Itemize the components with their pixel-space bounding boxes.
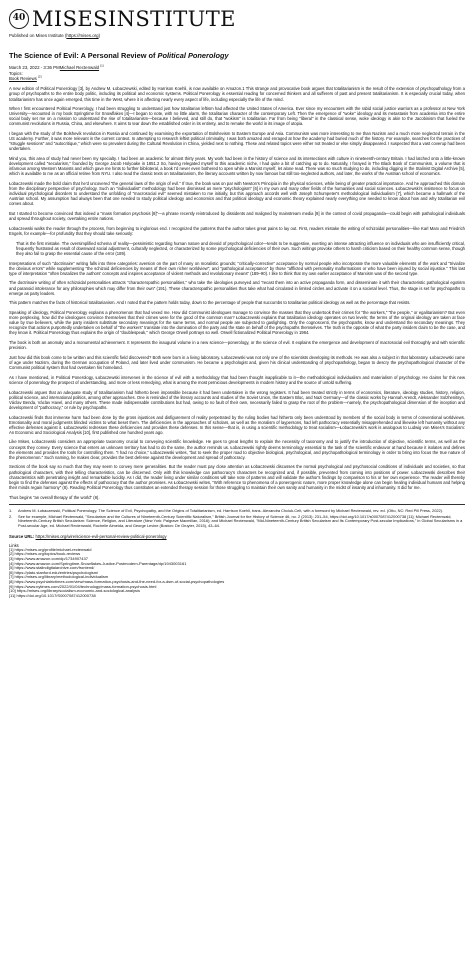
body-paragraph: The doctrinaire writing of often schizoidal personalities attracts "characteropathic personalities," who take the ideologies purveyed and "recast them into an active propaganda form, and disseminate it with their characteristic pathological egotism and paranoid intolerance for any philosophies which may differ from their own" (191). These characteropathic personalities thus take what had circulated in limited circles and activate it on a societal level. Thus, the stage is set for psychopaths to emerge as party leaders. xyxy=(9,280,465,296)
document-page xyxy=(9,0,465,598)
body-paragraph: This pattern matches the facts of historical totalitarianism. And I noted that the pattern holds today, down to the percentage of people that succumbs to totalitarian political ideology as well as the percentage that resists. xyxy=(9,300,411,306)
body-paragraph: A new edition of Political Ponerology [3], by Andrew M. Łobaczewski, edited by Harrison Koehli, is now available on Amazon.1 This strange and provocative book argues that totalitarianism is the result of the extension of psychopathology from a group of psychopaths to the entire body politic, including its political and economic systems. Political Ponerology is essential reading for concerned thinkers and all sufferers of past and present totalitarianism. It is especially crucial today, when totalitarianism has once again emerged, this time in the West, where it is affecting nearly every aspect of life, including especially the life of the mind. xyxy=(9,86,465,102)
published-suffix: ) xyxy=(98,33,101,38)
body-paragraph: I began with the study of the Bolshevik revolution in Russia and continued by examining the exportation of Bolshevism to Eastern Europe and Asia. Communism was more interesting to me than Nazism and a much more neglected terrain in the US academy. Further, it was more relevant in the current context. In attempting to research leftist political criminality, I was both amazed and enraged at how the academy had buried much of the history. For example, searches for the practices of "struggle sessions" and "autocritique," which were so prevalent during the Cultural Revolution in China, yielded next to nothing. These and related topics were either not treated or else simply disappeared. I suspected that a vast coverup had been undertaken. xyxy=(9,131,465,152)
topics-label: Topics: xyxy=(9,70,23,76)
topic-ref: [2] xyxy=(38,74,42,79)
body-paragraph: Łobaczewski made the bold claim that he'd uncovered "the general laws of the origin of evil." If true, the book was on par with Newton's Principia in the physical sciences, while being of greater practical importance. And he approached this domain from the disciplinary perspective of psychology. Such an "individualist" methodology had been dismissed as mere "psychologism" [6] in my own and many other fields of the humanities and social sciences. Łobaczewski's insistence to focus on individual psychological disorders to understand the unfolding of "macrosocial evil" seemed mistaken to me initially, but this approach accords well with Joseph Schumpeter's methodological individualism [7], which became a hallmark of the Austrian school. My assumption had always been that one needed to study political ideology and economics and that political ideology and economic theory explained nearly everything one needed to know about how and why totalitarian evil comes about. xyxy=(9,181,465,207)
author-ref: [1] xyxy=(100,63,104,68)
article-date: March 23, 2022 - 3:36 PM xyxy=(9,65,60,71)
body-paragraph: Like Mises, Łobaczewski considers an appropriate taxonomy crucial to conveying scientific knowledge. He goes to great lengths to explain the necessity of taxonomy and to justify the introduction of objective, scientific terms, as well as the concepts they convey. Every science that enters an unknown territory has had to do the same, the author reminds us. Łobaczewski rightly deems terminology essential to the task of the scientific endeavor at hand because it isolates and defines the elements and provides the tools for controlling them. "I had no choice," Łobaczewski writes, "but to seek the proper road to objective biological, psychological, and psychopathological terminology in order to bring into focus the true nature of the phenomenon." Such naming, he makes clear, provides the best defense against the development and spread of pathocracy. xyxy=(9,439,465,460)
footnote-text: See for example, Michael Rectenwald, "Secularism and the Cultures of Nineteenth-Century Scientific Naturalism," British Journal for the History of Science 46, no. 2 (2013): 231–54, https://doi.org/10.1017/s0007087412000738 [11]; Michael Rectenwald, Nineteenth-Century British Secularism: Science, Religion, and Literature (New York: Palgrave Macmillan, 2016); and Michael Rectenwald, "Mid-Nineteenth-Century British Secularism and Its Contemporary Post-secular Implications," in Global Secularisms in a Post-secular Age, ed. Michael Rectenwald, Rochelle Almeida, and George Levine (Boston: De Gruyter, 2015), 43–64. xyxy=(18,513,463,528)
article-title-main: The Science of Evil: A Personal Review of xyxy=(9,51,158,61)
source-url-line xyxy=(9,534,465,539)
published-prefix: Published on Mises Institute ( xyxy=(9,33,67,38)
body-paragraph: As I have mentioned, in Political Ponerology, Łobaczewski intervenes in the science of evil with a methodology that had been thought inapplicable to it—the methodological individualism and materialism of psychology. He claims for this new science of ponerology the prospect of understanding, and more or less remedying, what is among the most pernicious developments in modern history and the source of untold suffering. xyxy=(9,374,465,385)
body-paragraph: Speaking of ideology, Political Ponerology explains a phenomenon that had vexed me. How did Communist ideologues manage to convince the masses that they undertook their crimes for "the workers," "the people," or egalitarianism? But even more perplexing, how did the ideologues convince themselves that their crimes were for the good of the common man? Łobaczewski explains that totalitarian ideology operates on two levels; the terms of the original ideology are taken at face value by true believers, while the party insiders substitute secondary meanings for the same terms, and normal people are subjected to gaslighting. Only the cognoscenti, the psychopaths, know and understand the secondary meanings. They recognize that actions purportedly undertaken on behalf of "the workers" translate into the domination of the party and the state on behalf of the psychopaths themselves. The truth is the opposite of what the party insiders claim to be the case, and they know it. Political Ponerology thus explains the origin of "doublespeak," which George Orwell portrays so well. Orwell fictionalized Political Ponerology in 1984. xyxy=(9,310,465,336)
link-item[interactable]: [1] https://mises.org/profile/michael-rectenwald xyxy=(9,546,92,552)
body-paragraph: Mind you, this area of study had never been my specialty. I had been an academic for almost thirty years. My work had been in the history of science and its intersections with culture in nineteenth-century Britain. I had latched onto a little-known development called "secularism," founded by George Jacob Holyoake in 1851.2 So, having relegated myself to this academic niche, I had quite a bit of catching up to do. Naturally, I forayed in The Black Book of Communism, a volume that is infamous among Western Marxists and which gave me hints to further biblioteral, a book I'd never even bothered to open while a Marxist myself, let alone read. There was so much studying to do, including digging in the Stalinist Digital Archive [5], which is available to me as an official retiree from NYU. I also read the classic texts on totalitarianism, the literary accounts written by now famous but still too-neglected authors, and later, the works of the Austrian school of economics. xyxy=(9,156,465,177)
source-label: Source URL: xyxy=(9,533,35,539)
body-paragraph: The book is both an anomaly and a monumental achievement. It represents the inaugural volume in a new science—ponerology, or the science of evil. It explains the emergence and development of macrosocial evil thoroughly and with scientific precision. xyxy=(9,340,465,351)
links-heading: Links xyxy=(9,542,19,548)
body-paragraph: Thus begins "an overall therapy of the world" (8). xyxy=(9,494,100,500)
published-link[interactable]: https://mises.org xyxy=(66,33,99,38)
body-paragraph: But I started to become convinced that indeed a "mass formation psychosis [8]"—a phrase recently reintroduced by dissidents and maligned by mainstream media [9] in the context of covid propaganda—could begin with pathological individuals and spread throughout society, overtaking entire nations. xyxy=(9,211,465,222)
article-meta xyxy=(9,65,465,81)
link-item[interactable]: [11] https://doi.org/10.1017/S0007087412000738 xyxy=(9,592,96,598)
footnote xyxy=(9,515,465,529)
topic-link[interactable]: Book Reviews xyxy=(9,75,37,81)
footnote-number: 2. xyxy=(9,513,13,519)
links-list xyxy=(9,548,465,599)
link-item[interactable]: [5] https://www.stalindigitalarchive.com/frontend/ xyxy=(9,565,95,571)
body-paragraph: Just how did this book come to be written and this scientific field discovered? Both were born in a living laboratory. Łobaczewski was not only one of the scientists developing its methods. He was also a subject in that laboratory. Łobaczewski came of age under Nazism, during the German occupation of Poland, and later lived under communism. He became a psychologist and, given his clinical understanding of psychopathology, began to descry the psychopathological character of the Communist political system that had overtaken his homeland. xyxy=(9,354,465,371)
article-title xyxy=(9,51,465,60)
body-paragraph: Łobaczewski walks the reader through the process, from beginning to inglorious end. I recognized the patterns that the author takes great pains to lay out. First, readers mistake the writing of schizoidal personalities—like Karl Marx and Friedrich Engels, for example—for profundity that they should take seriously: xyxy=(9,225,465,237)
link-item[interactable]: [9] https://www.nytimes.com/2022/01/04/technology/mass-formation-psychosis.html xyxy=(9,583,157,589)
published-line xyxy=(9,33,465,38)
body-paragraph: Sections of the book say so much that they may seem to convey mere generalities. But the reader must pay close attention as Łobaczewski discusses the normal psychological and psychosocial conditions of individuals and societies, so that pathological characters, with their telling characteristics, can be discerned. Only with this knowledge can pathocracy's characters be recognized and, if possible, prevented from coming into positions of power. Łobaczewski describes their characteristics with penetrating insight and remarkable lucidity. As I did, the reader living under similar conditions will take note of patterns and will validate the author's findings by comparison to his or her own experience. The reader will thereby begin to find the defenses against the effects of pathocracy that the author promises. As Łobaczewski writes, "With reference to phenomena of a ponerogenic nature, more proper knowledge alone can begin healing individual humans and helping their minds regain harmony" (8). Reading Political Ponerology thus constitutes an extended therapy session for those struggling to maintain their own sanity and humanity in the midst of insanity and inhumanity. It did for me. xyxy=(9,464,465,490)
link-item[interactable]: [6] https://plato.stanford.edu/entries/psychologism/ xyxy=(9,569,99,575)
author-link[interactable]: Michael Rectenwald xyxy=(59,65,100,71)
footnote-number: 1. xyxy=(9,508,13,514)
block-quote: That is the first mistake. The oversimplified schema of reality—pessimistic regarding human nature and devoid of psychological color—tends to be suggestive, exerting an intense attracting influence on individuals who are insufficiently critical, frequently frustrated as result of downward social adjustment, culturally neglected, or characterized by some psychological deficiencies of their own. Such writings provoke others to harsh criticism based on their healthy common sense, though they also fail to grasp the essential cause of the error (189). xyxy=(16,240,465,256)
article-body xyxy=(9,86,465,499)
source-url-link[interactable]: https://mises.org/wire/science-evil-personal-review-political-ponerology xyxy=(35,533,167,539)
link-item[interactable]: [8] https://www.psychiatrictimes.com/view/mass-formation-psychosis-and-the-need-for-a-dsm-of-social-psychopathologies xyxy=(9,578,225,584)
link-item[interactable]: [3] https://www.amazon.com/dp/1734907437 xyxy=(9,555,88,561)
site-wordmark: MISESINSTITUTE xyxy=(32,7,236,31)
anniversary-seal: 40 xyxy=(9,9,29,29)
article-title-italic: Political Ponerology xyxy=(157,51,229,61)
footnote-divider xyxy=(9,504,465,505)
footnotes xyxy=(9,509,465,528)
link-item[interactable]: [4] https://www.amazon.com/Springtime-Snowflakes-Justice-Postmodern-Parentage/dp/1943003161 xyxy=(9,560,187,566)
body-paragraph: Łobaczewski finds that immense harm had been done by the gross injustices and disfigurement of reality perpetrated by the ruling bodies had hitherto only been understood by members of the social body in terms of conventional worldviews. Emotionality and moral judgments blinded victims to what beset them. The deficiencies in the approaches of scholars, as well as the moralism of laypersons, had left pathocracy essentially misapprehended and likewise left humanity without any effective defenses against it. Łobaczewski redresses these deficiencies and provides these defenses. In this sense—that is, in using a scientific methodology to treat socialism—Łobaczewski's work is analogous to Ludwig von Mises's Socialism: An Economic and Sociological Analysis [10], first published one hundred years ago. xyxy=(9,414,465,435)
link-item[interactable]: [7] https://mises.org/library/methodological-individualism xyxy=(9,574,109,580)
body-paragraph: When I first encountered Political Ponerology, I had been struggling to understand just how totalitarian leftism had affected the United States of America. Ever since my encounters with the rabid social justice warriors as a professor at New York University—recounted in my book Springtime for Snowflakes [4]—I began to note, with no little alarm, the totalitarian character of the contemporary Left. Then the emergence of "woke" ideology and its metastasis from academia into the entire social body set me on a mission to understand the rise of totalitarianism—because I believed, and still do, that "wokism" is totalitarian. Far from being "liberal" in the classical sense, woke ideology is akin to the Jacobinism that fueled the communist revolutions in Russia, China, and elsewhere. It aims to tear down the established order in its entirety, and to remake the world in its image of utopia. xyxy=(9,106,465,127)
link-item[interactable]: [2] https://mises.org/topics/book-reviews xyxy=(9,551,81,557)
body-paragraph: Łobaczewski argues that an adequate study of totalitarianism had hitherto been impossible because it had been undertaken in the wrong registers. It had been treated strictly in terms of economics, literature, ideology studies, history, religion, political science, and international politics, among other approaches. One is reminded of the literary accounts and studies of the Soviet Union, the Eastern Bloc, and Nazi Germany—of the classic works by Hannah Arendt, Aleksander Solzhenitsyn, Václav Benda, Václav Havel, and many others. These made indispensable contributions but had, owing to no fault of their own, necessarily failed to grasp the root of the problem—namely, the psychopathological dimension of the inception and development of "pathocracy," or rule by psychopaths. xyxy=(9,389,465,410)
site-logo[interactable] xyxy=(9,6,465,32)
link-item[interactable]: [10] https://mises.org/library/socialism-economic-and-sociological-analysis xyxy=(9,588,140,594)
footnote-text: Andrew M. Łobaczewski, Political Ponerology: The Science of Evil, Psychopathy, and the Origins of Totalitarianism, ed. Harrison Koehli, trans. Alexandra Chciuk-Celt, with a foreword by Michael Rectenwald, rev. ed. (Otto, NC: Red Pill Press, 2022). xyxy=(18,508,444,514)
body-paragraph: Interpretations of such "doctrinaire" writing falls into three categories: aversion on the part of many on moralistic grounds; "critically-corrective" acceptance by normal people who incorporate the more valuable elements of the work and "trivialize the obvious errors" while supplementing "the schizoid deficiencies by means of their own richer worldview"; and "pathological acceptance" by those "afflicted with personality malformations or who have been injured by social injustice." This last type of interpretation "often brutalizes the authors' concepts and inspires acceptance of violent methods and revolutionary means" (189–90). I like to think that my own earlier acceptance of Marxism was of the second type. xyxy=(9,260,465,276)
